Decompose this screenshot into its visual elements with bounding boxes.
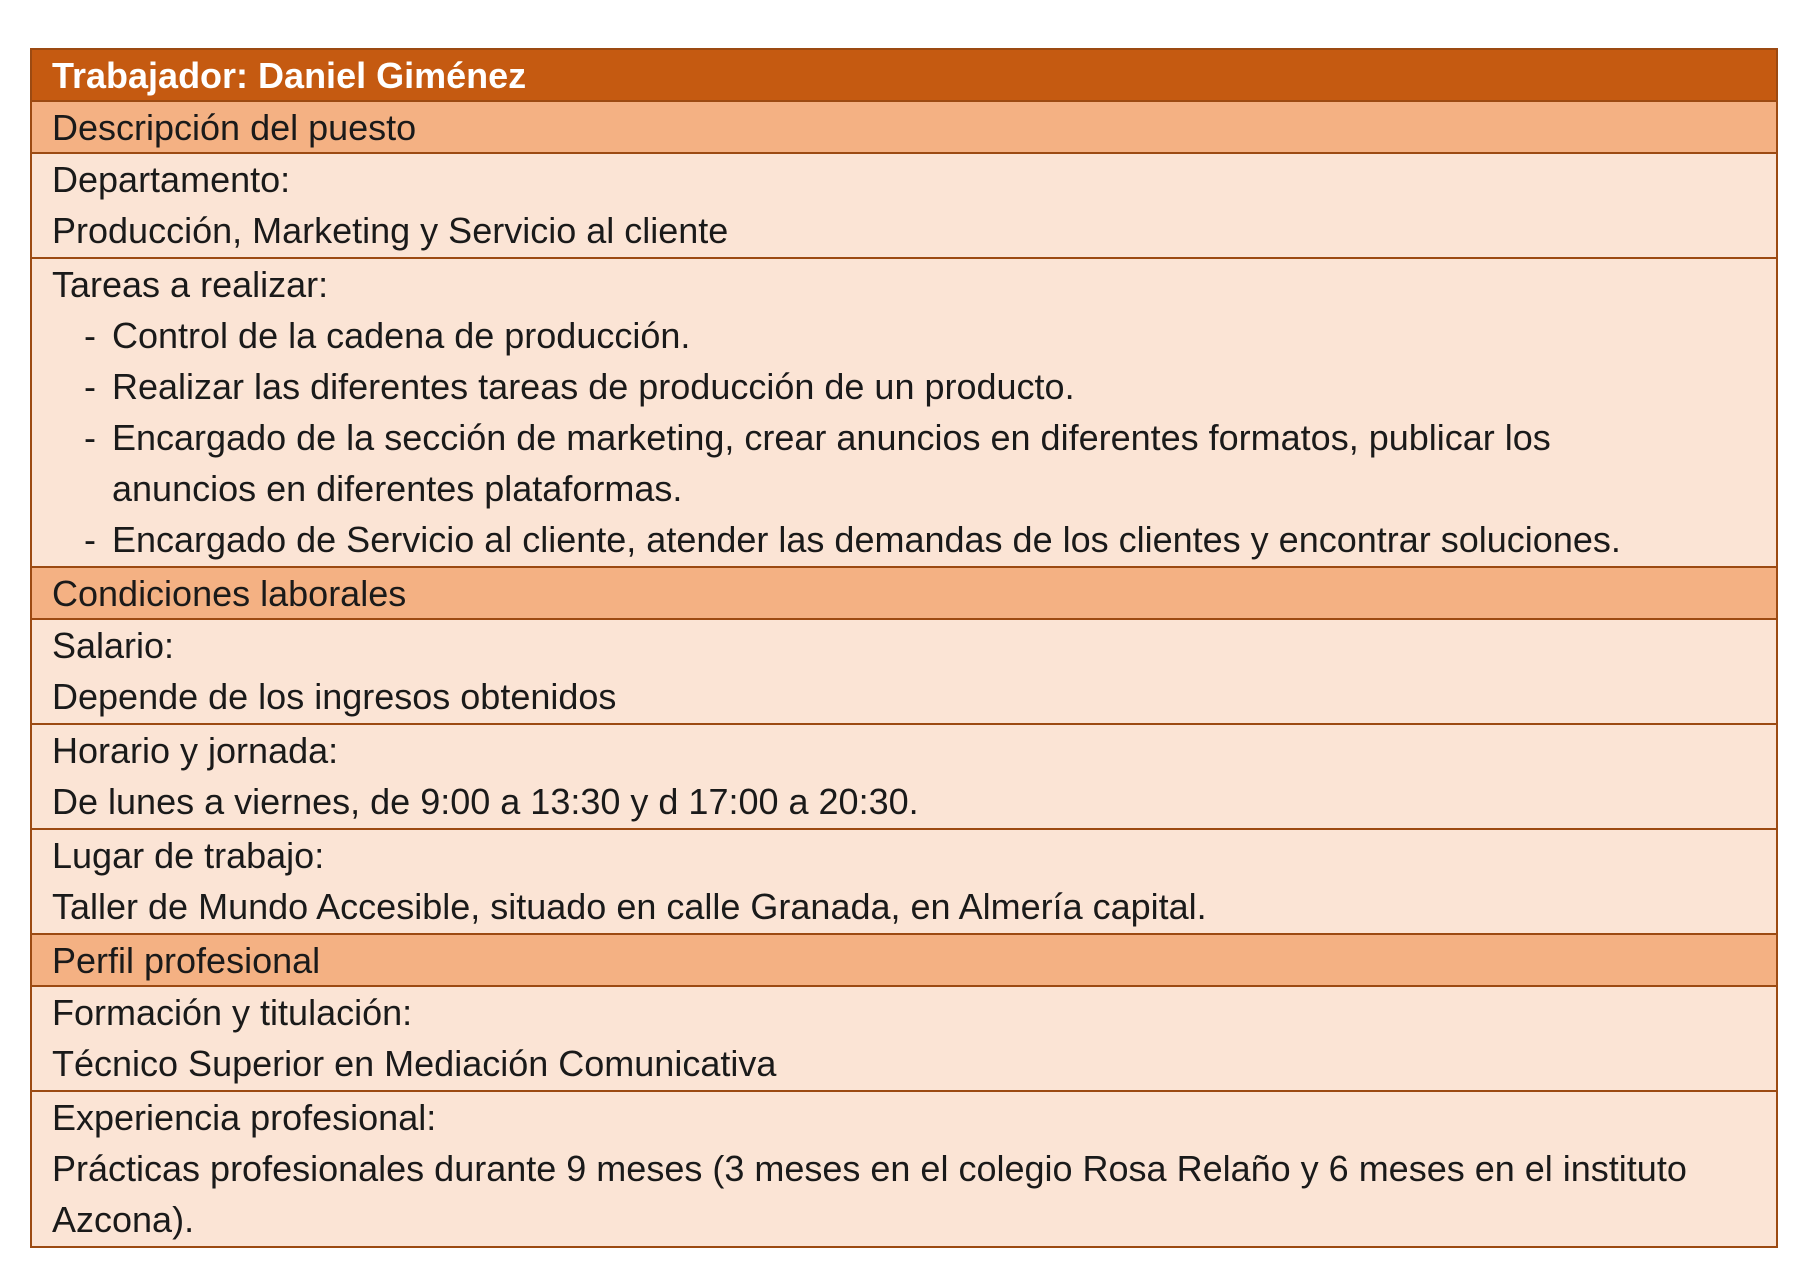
lugar-label: Lugar de trabajo: — [52, 835, 325, 876]
experiencia-value: Prácticas profesionales durante 9 meses (3 meses en el colegio Rosa Relaño y 6 meses en el instituto Azcona). — [52, 1148, 1687, 1240]
lugar-cell — [32, 830, 1776, 935]
section-header-perfil: Perfil profesional — [32, 935, 1776, 987]
section-header-descripcion: Descripción del puesto — [32, 102, 1776, 154]
horario-cell — [32, 725, 1776, 830]
horario-label: Horario y jornada: — [52, 730, 339, 771]
formacion-value: Técnico Superior en Mediación Comunicativa — [52, 1043, 777, 1084]
lugar-value: Taller de Mundo Accesible, situado en calle Granada, en Almería capital. — [52, 886, 1207, 927]
task-item — [84, 514, 1756, 565]
dash-bullet: - — [84, 519, 96, 560]
section-header-condiciones: Condiciones laborales — [32, 568, 1776, 620]
task-text: Encargado de Servicio al cliente, atender las demandas de los clientes y encontrar soluciones. — [112, 519, 1621, 560]
task-item — [84, 361, 1756, 412]
experiencia-label: Experiencia profesional: — [52, 1097, 437, 1138]
tareas-cell — [32, 259, 1776, 568]
task-item — [84, 310, 1756, 361]
dash-bullet: - — [84, 315, 96, 356]
job-profile-table — [30, 48, 1778, 1248]
salario-label: Salario: — [52, 625, 175, 666]
formacion-label: Formación y titulación: — [52, 992, 413, 1033]
task-text: Control de la cadena de producción. — [112, 315, 691, 356]
worker-title: Trabajador: Daniel Giménez — [32, 50, 1776, 102]
task-list — [52, 310, 1756, 565]
task-text: Realizar las diferentes tareas de producción de un producto. — [112, 366, 1075, 407]
dash-bullet: - — [84, 366, 96, 407]
horario-value: De lunes a viernes, de 9:00 a 13:30 y d 17:00 a 20:30. — [52, 781, 919, 822]
salario-value: Depende de los ingresos obtenidos — [52, 676, 617, 717]
dash-bullet: - — [84, 417, 96, 458]
departamento-cell — [32, 154, 1776, 259]
departamento-label: Departamento: — [52, 159, 291, 200]
departamento-value: Producción, Marketing y Servicio al cliente — [52, 210, 729, 251]
task-text: Encargado de la sección de marketing, crear anuncios en diferentes formatos, publicar los anuncios en diferentes plataformas. — [112, 417, 1551, 509]
experiencia-cell — [32, 1092, 1776, 1246]
salario-cell — [32, 620, 1776, 725]
tareas-label: Tareas a realizar: — [52, 264, 329, 305]
task-item — [84, 412, 1756, 514]
formacion-cell — [32, 987, 1776, 1092]
